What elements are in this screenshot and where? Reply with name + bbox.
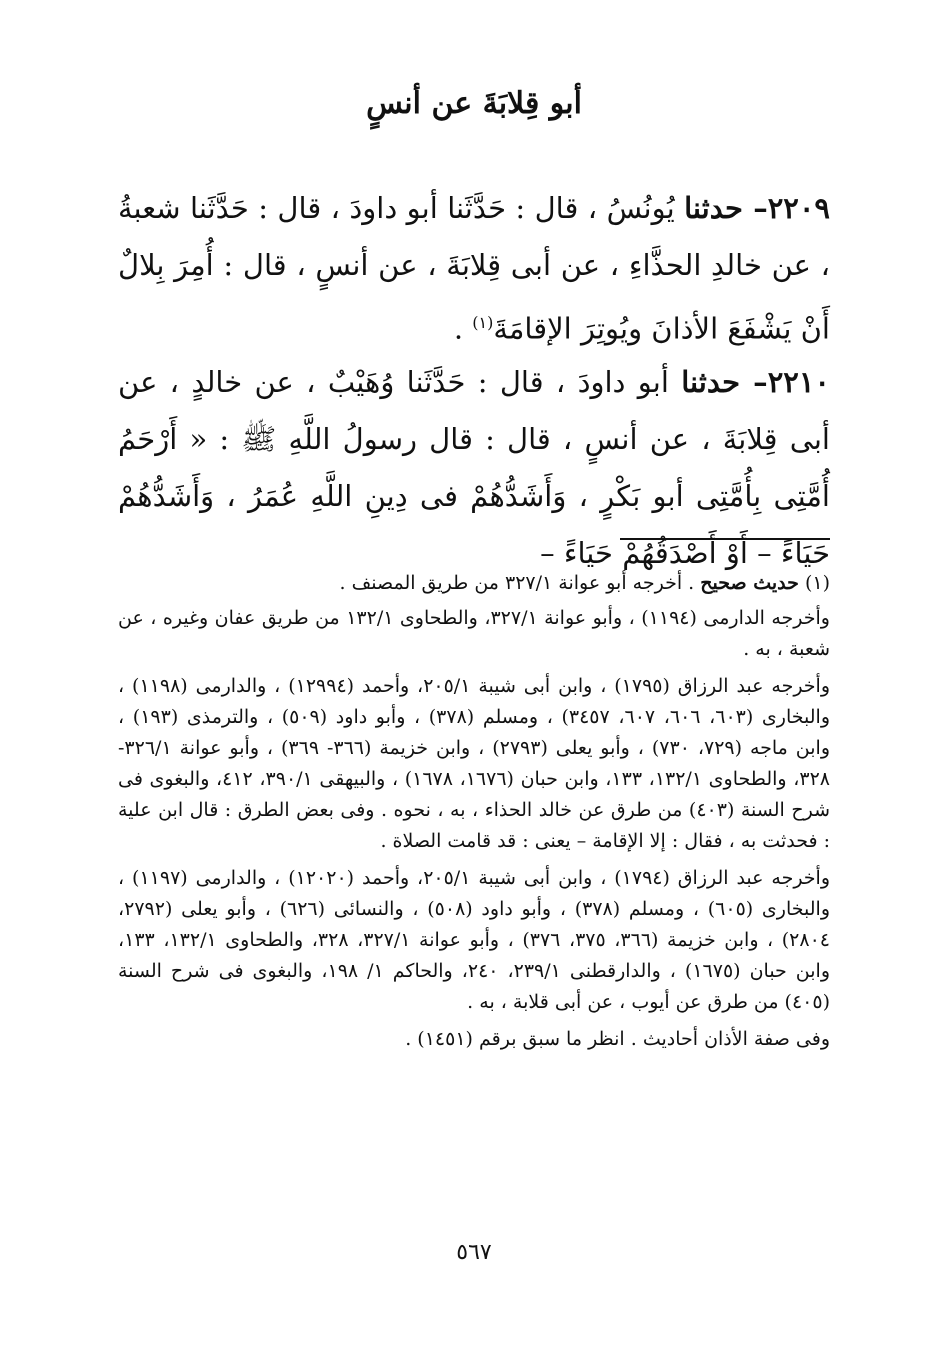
footnote-grade: حديث صحيح [700,572,799,594]
footnote-text: . أخرجه أبو عوانة ٣٢٧/١ من طريق المصنف . [339,572,701,594]
footnote-marker: (١) [798,572,830,594]
footnotes [118,568,830,1061]
hadith-2209 [118,180,830,358]
footnote-paragraph: وفى صفة الأذان أحاديث . انظر ما سبق برقم (١٤٥١) . [405,1028,830,1050]
hadith-text: أبو داودَ ، قال : حَدَّثَنا وُهَيْبٌ ، عن خالدٍ ، عن أبى قِلابَةَ ، عن أنسٍ ، قال : قال رسولُ اللَّهِ ﷺ : « أَرْحَمُ أُمَّتِى بِأُمَّتِى أبو بَكْرٍ ، وَأَشَدُّهُمْ فى دِينِ اللَّهِ عُمَرُ ، وَأَشَدُّهُمْ حَيَاءً – أَوْ أَصْدَقُهُمْ حَيَاءً – [118,365,830,570]
hadith-number: ٢٢٠٩ [767,191,831,225]
footnote-reference: (١) [472,313,494,332]
hadith-2210 [118,354,830,582]
hadith-end: . [453,311,473,346]
hadith-text: يُونُسُ ، قال : حَدَّثَنا أبو داودَ ، قال : حَدَّثَنا شعبةُ ، عن خالدِ الحذَّاءِ ، عن أبى قِلابَةَ ، عن أنسٍ ، قال : أُمِرَ بِلالٌ أَنْ يَشْفَعَ الأذانَ ويُوتِرَ الإقامَةَ [118,191,830,346]
section-heading: أبو قِلابَةَ عن أنسٍ [366,86,582,121]
hadith-lead: – حدثنا [684,191,768,225]
page-number: ٥٦٧ [456,1240,492,1265]
footnote-paragraph: وأخرجه الدارمى (١١٩٤) ، وأبو عوانة ٣٢٧/١، والطحاوى ١٣٢/١ من طريق عفان وغيره ، عن شعبة ، به . [118,607,830,660]
hadith-lead: – حدثنا [681,365,768,399]
hadith-number: ٢٢١٠ [767,365,830,399]
footnote-separator [620,538,830,540]
footnote-paragraph: وأخرجه عبد الرزاق (١٧٩٤) ، وابن أبى شيبة ٢٠٥/١، وأحمد (١٢٠٢٠) ، والدارمى (١١٩٧) ، والبخارى (٦٠٥) ، ومسلم (٣٧٨) ، وأبو داود (٥٠٨) ، والنسائى (٦٢٦) ، وأبو يعلى (٢٧٩٢، ٢٨٠٤) ، وابن خزيمة (٣٦٦، ٣٧٥، ٣٧٦) ، وأبو عوانة ٣٢٧/١، ٣٢٨، والطحاوى ١٣٢/١، ١٣٣، وابن حبان (١٦٧٥) ، والدارقطنى ٢٣٩/١، ٢٤٠، والحاكم ١/ ١٩٨، والبغوى فى شرح السنة (٤٠٥) من طرق عن أيوب ، عن أبى قلابة ، به . [118,867,831,1013]
footnote-paragraph: وأخرجه عبد الرزاق (١٧٩٥) ، وابن أبى شيبة ٢٠٥/١، وأحمد (١٢٩٩٤) ، والدارمى (١١٩٨) ، والبخارى (٦٠٣، ٦٠٦، ٦٠٧، ٣٤٥٧) ، ومسلم (٣٧٨) ، وأبو داود (٥٠٩) ، والترمذى (١٩٣) ، وابن ماجه (٧٢٩، ٧٣٠) ، وأبو يعلى (٢٧٩٣) ، وابن خزيمة (٣٦٦- ٣٦٩) ، وأبو عوانة ٣٢٦/١- ٣٢٨، والطحاوى ١٣٢/١، ١٣٣، وابن حبان (١٦٧٦، ١٦٧٨) ، والبيهقى ٣٩٠/١، ٤١٢، والبغوى فى شرح السنة (٤٠٣) من طرق عن خالد الحذاء ، به ، نحوه . وفى بعض الطرق : قال ابن علية : فحدثت به ، فقال : إلا الإقامة – يعنى : قد قامت الصلاة . [118,675,831,852]
footnote-1 [118,568,830,599]
